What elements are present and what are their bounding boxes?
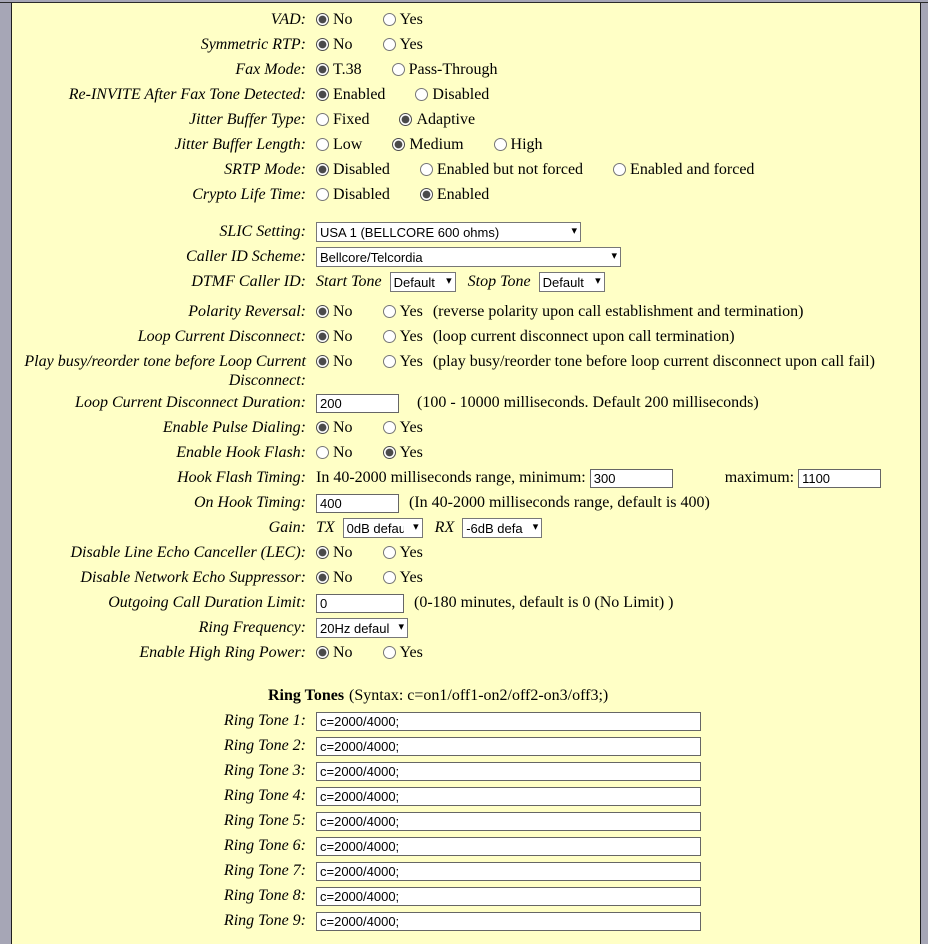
symmetric-rtp-label: Symmetric RTP:	[200, 36, 306, 53]
high-ring-no-radio[interactable]	[316, 646, 329, 659]
lec-yes-radio[interactable]	[383, 546, 396, 559]
row-ring-tone-7	[12, 858, 920, 883]
high-ring-yes-label: Yes	[399, 644, 423, 661]
dtmf-stop-tone-select[interactable]	[539, 272, 605, 292]
row-fax-mode	[12, 57, 920, 82]
nes-no-label: No	[333, 569, 353, 586]
jitter-type-fixed-label: Fixed	[333, 111, 370, 128]
pulse-yes-label: Yes	[399, 419, 423, 436]
ring-tone-3-label: Ring Tone 3:	[223, 762, 306, 779]
ring-tone-5-label: Ring Tone 5:	[223, 812, 306, 829]
gain-rx-select[interactable]	[462, 518, 542, 538]
jitter-length-medium-label: Medium	[409, 136, 464, 153]
srtp-enabled-forced-label: Enabled and forced	[630, 161, 755, 178]
pulse-option-no[interactable]	[316, 419, 353, 436]
fax-mode-label: Fax Mode:	[235, 61, 306, 78]
disable-lec-label: Disable Line Echo Canceller (LEC):	[70, 544, 306, 561]
hook-flash-yes-radio[interactable]	[383, 446, 396, 459]
row-ring-tone-4	[12, 783, 920, 808]
row-crypto-life-time	[12, 182, 920, 207]
loop-current-disconnect-label: Loop Current Disconnect:	[137, 328, 306, 345]
vad-yes-label: Yes	[399, 11, 423, 28]
slic-setting-label: SLIC Setting:	[219, 223, 306, 240]
play-busy-option-yes[interactable]	[383, 353, 423, 370]
ring-frequency-label: Ring Frequency:	[198, 619, 306, 636]
row-ring-tone-5	[12, 808, 920, 833]
play-busy-option-no[interactable]	[316, 353, 353, 370]
ring-tone-6-input[interactable]	[316, 837, 701, 856]
reinvite-option-enabled[interactable]	[316, 86, 385, 103]
loop-current-no-label: No	[333, 328, 353, 345]
polarity-no-radio[interactable]	[316, 305, 329, 318]
play-busy-note: (play busy/reorder tone before loop current disconnect upon call fail)	[432, 353, 875, 370]
row-ring-tone-8	[12, 883, 920, 908]
reinvite-disabled-radio[interactable]	[415, 88, 428, 101]
row-caller-id-scheme	[12, 244, 920, 269]
play-busy-no-label: No	[333, 353, 353, 370]
ring-tone-8-label: Ring Tone 8:	[223, 887, 306, 904]
crypto-option-disabled[interactable]	[316, 186, 390, 203]
ring-tones-syntax: (Syntax: c=on1/off1-on2/off2-on3/off3;)	[349, 687, 609, 704]
srtp-option-disabled[interactable]	[316, 161, 390, 178]
jitter-length-option-low[interactable]	[316, 136, 362, 153]
srtp-enabled-not-forced-radio[interactable]	[420, 163, 433, 176]
ring-frequency-select-wrap	[316, 618, 408, 638]
reinvite-disabled-label: Disabled	[432, 86, 490, 103]
disable-nes-label: Disable Network Echo Suppressor:	[80, 569, 306, 586]
on-hook-timing-label: On Hook Timing:	[194, 494, 306, 511]
row-ring-frequency	[12, 615, 920, 640]
loop-current-duration-input[interactable]	[316, 394, 399, 413]
enable-pulse-dialing-label: Enable Pulse Dialing:	[162, 419, 306, 436]
crypto-life-time-label: Crypto Life Time:	[192, 186, 306, 203]
gain-label: Gain:	[268, 519, 306, 536]
jitter-length-high-radio[interactable]	[494, 138, 507, 151]
outgoing-limit-label: Outgoing Call Duration Limit:	[108, 594, 306, 611]
high-ring-option-no[interactable]	[316, 644, 353, 661]
jitter-buffer-type-label: Jitter Buffer Type:	[189, 111, 306, 128]
pulse-yes-radio[interactable]	[383, 421, 396, 434]
lec-no-radio[interactable]	[316, 546, 329, 559]
polarity-option-yes[interactable]	[383, 303, 423, 320]
row-outgoing-limit	[12, 590, 920, 615]
ring-tone-2-input[interactable]	[316, 737, 701, 756]
row-disable-lec	[12, 540, 920, 565]
symmetric-rtp-option-no[interactable]	[316, 36, 353, 53]
row-on-hook-timing	[12, 490, 920, 515]
fax-mode-option-passthrough[interactable]	[392, 61, 498, 78]
dtmf-start-tone-select-wrap	[390, 272, 456, 292]
play-busy-yes-radio[interactable]	[383, 355, 396, 368]
lec-yes-label: Yes	[399, 544, 423, 561]
vad-option-yes[interactable]	[383, 11, 423, 28]
jitter-type-option-adaptive[interactable]	[399, 111, 475, 128]
srtp-mode-label: SRTP Mode:	[224, 161, 306, 178]
hook-flash-no-label: No	[333, 444, 353, 461]
row-ring-tone-6	[12, 833, 920, 858]
jitter-length-option-medium[interactable]	[392, 136, 463, 153]
ring-tone-8-input[interactable]	[316, 887, 701, 906]
settings-form-page	[11, 3, 921, 944]
srtp-disabled-label: Disabled	[333, 161, 390, 178]
ring-tone-5-input[interactable]	[316, 812, 701, 831]
jitter-length-high-label: High	[510, 136, 543, 153]
ring-tone-1-input[interactable]	[316, 712, 701, 731]
polarity-yes-radio[interactable]	[383, 305, 396, 318]
row-slic-setting	[12, 219, 920, 244]
jitter-type-fixed-radio[interactable]	[316, 113, 329, 126]
gain-rx-label: RX	[434, 519, 455, 536]
outgoing-limit-note: (0-180 minutes, default is 0 (No Limit) )	[414, 594, 674, 611]
row-enable-high-ring-power	[12, 640, 920, 665]
polarity-yes-label: Yes	[399, 303, 423, 320]
jitter-length-option-high[interactable]	[494, 136, 543, 153]
hook-flash-timing-label: Hook Flash Timing:	[177, 469, 306, 486]
on-hook-timing-note: (In 40-2000 milliseconds range, default is 400)	[409, 494, 710, 511]
row-jitter-buffer-type	[12, 107, 920, 132]
nes-no-radio[interactable]	[316, 571, 329, 584]
row-jitter-buffer-length	[12, 132, 920, 157]
crypto-enabled-radio[interactable]	[420, 188, 433, 201]
enable-hook-flash-label: Enable Hook Flash:	[176, 444, 306, 461]
caller-id-scheme-label: Caller ID Scheme:	[186, 248, 306, 265]
hook-flash-min-input[interactable]	[590, 469, 673, 488]
gain-tx-select[interactable]	[343, 518, 423, 538]
vad-option-no[interactable]	[316, 11, 353, 28]
row-symmetric-rtp	[12, 32, 920, 57]
row-dtmf-caller-id	[12, 269, 920, 294]
nes-yes-label: Yes	[399, 569, 423, 586]
jitter-length-low-label: Low	[333, 136, 363, 153]
srtp-option-enabled-forced[interactable]	[613, 161, 754, 178]
loop-current-option-yes[interactable]	[383, 328, 423, 345]
fax-mode-passthrough-radio[interactable]	[392, 63, 405, 76]
on-hook-timing-input[interactable]	[316, 494, 399, 513]
dtmf-stop-tone-label: Stop Tone	[467, 273, 531, 290]
slic-setting-select-wrap	[316, 222, 581, 242]
dtmf-caller-id-label: DTMF Caller ID:	[191, 273, 306, 290]
ring-tone-6-label: Ring Tone 6:	[223, 837, 306, 854]
vad-no-radio[interactable]	[316, 13, 329, 26]
dtmf-stop-tone-select-wrap	[539, 272, 605, 292]
reinvite-enabled-label: Enabled	[333, 86, 386, 103]
row-polarity-reversal	[12, 299, 920, 324]
pulse-no-label: No	[333, 419, 353, 436]
ring-tones-title: Ring Tones	[268, 687, 345, 704]
vad-label: VAD:	[270, 11, 306, 28]
row-ring-tone-3	[12, 758, 920, 783]
row-loop-current-disconnect	[12, 324, 920, 349]
loop-current-duration-label: Loop Current Disconnect Duration:	[75, 394, 306, 411]
reinvite-enabled-radio[interactable]	[316, 88, 329, 101]
row-loop-current-duration	[12, 390, 920, 415]
symmetric-rtp-yes-radio[interactable]	[383, 38, 396, 51]
crypto-enabled-label: Enabled	[436, 186, 490, 203]
jitter-length-low-radio[interactable]	[316, 138, 329, 151]
polarity-note: (reverse polarity upon call establishment and termination)	[432, 303, 804, 320]
play-busy-no-radio[interactable]	[316, 355, 329, 368]
jitter-buffer-length-label: Jitter Buffer Length:	[174, 136, 306, 153]
ring-tone-2-label: Ring Tone 2:	[223, 737, 306, 754]
row-srtp-mode	[12, 157, 920, 182]
lec-no-label: No	[333, 544, 353, 561]
ring-tones-header	[12, 683, 920, 708]
srtp-option-enabled-not-forced[interactable]	[420, 161, 583, 178]
caller-id-scheme-select-wrap	[316, 247, 621, 267]
high-ring-no-label: No	[333, 644, 353, 661]
vad-no-label: No	[333, 11, 353, 28]
reinvite-option-disabled[interactable]	[415, 86, 489, 103]
dtmf-start-tone-label: Start Tone	[316, 273, 382, 290]
nes-option-yes[interactable]	[383, 569, 423, 586]
polarity-no-label: No	[333, 303, 353, 320]
row-hook-flash-timing	[12, 465, 920, 490]
play-busy-reorder-label: Play busy/reorder tone before Loop Current Disconnect:	[24, 353, 306, 389]
lec-option-yes[interactable]	[383, 544, 423, 561]
symmetric-rtp-option-yes[interactable]	[383, 36, 423, 53]
srtp-disabled-radio[interactable]	[316, 163, 329, 176]
polarity-reversal-label: Polarity Reversal:	[188, 303, 306, 320]
high-ring-yes-radio[interactable]	[383, 646, 396, 659]
hook-flash-no-radio[interactable]	[316, 446, 329, 459]
fax-mode-option-t38[interactable]	[316, 61, 362, 78]
enable-high-ring-power-label: Enable High Ring Power:	[139, 644, 306, 661]
outgoing-limit-input[interactable]	[316, 594, 404, 613]
ring-tone-7-label: Ring Tone 7:	[223, 862, 306, 879]
jitter-type-adaptive-radio[interactable]	[399, 113, 412, 126]
fax-mode-t38-radio[interactable]	[316, 63, 329, 76]
row-enable-pulse-dialing	[12, 415, 920, 440]
row-gain	[12, 515, 920, 540]
ring-tone-3-input[interactable]	[316, 762, 701, 781]
gain-tx-select-wrap	[343, 518, 423, 538]
hook-flash-max-label: maximum:	[724, 469, 795, 486]
pulse-option-yes[interactable]	[383, 419, 423, 436]
jitter-length-medium-radio[interactable]	[392, 138, 405, 151]
ring-tone-7-input[interactable]	[316, 862, 701, 881]
row-ring-tone-2	[12, 733, 920, 758]
row-ring-tone-9	[12, 908, 920, 933]
fax-mode-t38-label: T.38	[333, 61, 362, 78]
polarity-option-no[interactable]	[316, 303, 353, 320]
pulse-no-radio[interactable]	[316, 421, 329, 434]
hook-flash-max-input[interactable]	[798, 469, 881, 488]
srtp-enabled-forced-radio[interactable]	[613, 163, 626, 176]
hook-flash-option-no[interactable]	[316, 444, 353, 461]
loop-current-option-no[interactable]	[316, 328, 353, 345]
caller-id-scheme-select[interactable]	[316, 247, 621, 267]
crypto-disabled-radio[interactable]	[316, 188, 329, 201]
gain-rx-select-wrap	[462, 518, 542, 538]
play-busy-yes-label: Yes	[399, 353, 423, 370]
vad-yes-radio[interactable]	[383, 13, 396, 26]
row-reinvite-after-fax	[12, 82, 920, 107]
row-ring-tone-1	[12, 708, 920, 733]
symmetric-rtp-yes-label: Yes	[399, 36, 423, 53]
reinvite-after-fax-label: Re-INVITE After Fax Tone Detected:	[68, 86, 306, 103]
high-ring-option-yes[interactable]	[383, 644, 423, 661]
fax-mode-passthrough-label: Pass-Through	[408, 61, 498, 78]
nes-yes-radio[interactable]	[383, 571, 396, 584]
jitter-type-adaptive-label: Adaptive	[416, 111, 476, 128]
slic-setting-select[interactable]	[316, 222, 581, 242]
srtp-enabled-not-forced-label: Enabled but not forced	[436, 161, 584, 178]
symmetric-rtp-no-label: No	[333, 36, 353, 53]
hook-flash-option-yes[interactable]	[383, 444, 423, 461]
lec-option-no[interactable]	[316, 544, 353, 561]
ring-tone-9-label: Ring Tone 9:	[223, 912, 306, 929]
nes-option-no[interactable]	[316, 569, 353, 586]
loop-current-yes-radio[interactable]	[383, 330, 396, 343]
crypto-option-enabled[interactable]	[420, 186, 489, 203]
symmetric-rtp-no-radio[interactable]	[316, 38, 329, 51]
loop-current-no-radio[interactable]	[316, 330, 329, 343]
loop-current-yes-label: Yes	[399, 328, 423, 345]
ring-tone-1-label: Ring Tone 1:	[223, 712, 306, 729]
ring-tone-4-label: Ring Tone 4:	[223, 787, 306, 804]
ring-tone-4-input[interactable]	[316, 787, 701, 806]
jitter-type-option-fixed[interactable]	[316, 111, 369, 128]
ring-tone-9-input[interactable]	[316, 912, 701, 931]
crypto-disabled-label: Disabled	[333, 186, 390, 203]
gain-tx-label: TX	[316, 519, 335, 536]
row-enable-hook-flash	[12, 440, 920, 465]
row-disable-nes	[12, 565, 920, 590]
row-vad	[12, 7, 920, 32]
hook-flash-timing-prefix: In 40-2000 milliseconds range, minimum:	[316, 469, 586, 486]
dtmf-start-tone-select[interactable]	[390, 272, 456, 292]
row-play-busy-reorder	[12, 349, 920, 390]
loop-current-duration-note: (100 - 10000 milliseconds. Default 200 milliseconds)	[417, 394, 759, 411]
ring-frequency-select[interactable]	[316, 618, 408, 638]
hook-flash-yes-label: Yes	[399, 444, 423, 461]
loop-current-note: (loop current disconnect upon call termination)	[432, 328, 735, 345]
